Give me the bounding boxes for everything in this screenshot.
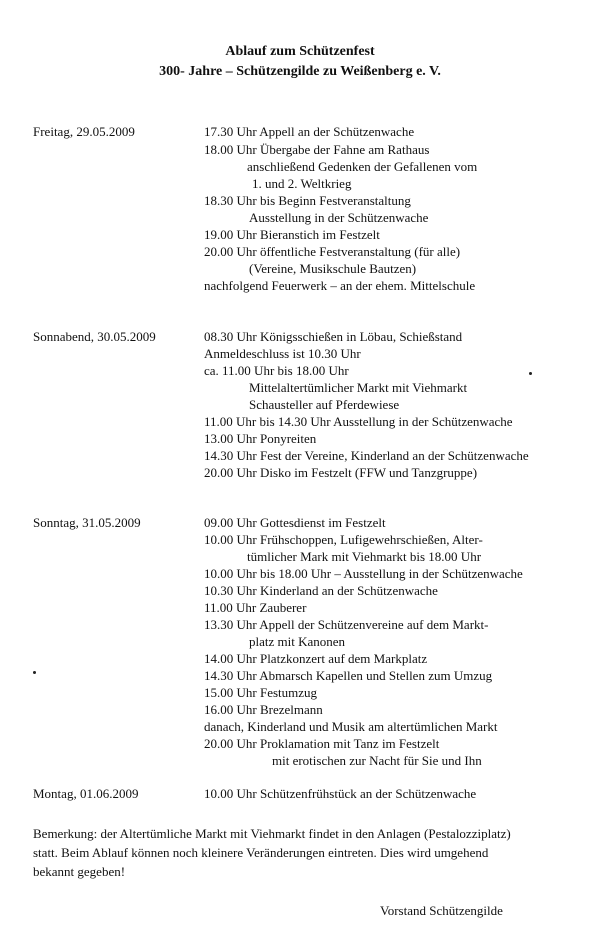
note-line: bekannt gegeben!: [33, 864, 126, 879]
schedule-line: 18.00 Uhr Übergabe der Fahne am Rathaus: [204, 142, 430, 157]
schedule-line: 17.30 Uhr Appell an der Schützenwache: [204, 124, 415, 139]
schedule-line: 20.00 Uhr Proklamation mit Tanz im Festzelt: [204, 736, 440, 751]
day-label-sunday: Sonntag, 31.05.2009: [33, 515, 141, 530]
schedule-line: nachfolgend Feuerwerk – an der ehem. Mittelschule: [204, 278, 476, 293]
schedule-line: 19.00 Uhr Bieranstich im Festzelt: [204, 227, 380, 242]
schedule-line: ca. 11.00 Uhr bis 18.00 Uhr: [204, 363, 349, 378]
schedule-line: 10.30 Uhr Kinderland an der Schützenwache: [204, 583, 438, 598]
schedule-line: 14.30 Uhr Abmarsch Kapellen und Stellen zum Umzug: [204, 668, 493, 683]
schedule-line: Schausteller auf Pferdewiese: [249, 397, 400, 412]
note-line: statt. Beim Ablauf können noch kleinere Veränderungen eintreten. Dies wird umgehend: [33, 845, 489, 860]
schedule-line: 18.30 Uhr bis Beginn Festveranstaltung: [204, 193, 411, 208]
schedule-line: anschließend Gedenken der Gefallenen vom: [247, 159, 478, 174]
schedule-line: Mittelaltertümlicher Markt mit Viehmarkt: [249, 380, 468, 395]
day-label-friday: Freitag, 29.05.2009: [33, 124, 135, 139]
day-label-monday: Montag, 01.06.2009: [33, 786, 139, 801]
scan-speck: [529, 372, 532, 375]
schedule-line: 1. und 2. Weltkrieg: [252, 176, 352, 191]
schedule-line: 14.00 Uhr Platzkonzert auf dem Markplatz: [204, 651, 428, 666]
schedule-line: (Vereine, Musikschule Bautzen): [249, 261, 417, 276]
note-line: Bemerkung: der Altertümliche Markt mit Viehmarkt findet in den Anlagen (Pestalozziplatz): [33, 826, 511, 841]
schedule-line: 08.30 Uhr Königsschießen in Löbau, Schießstand: [204, 329, 463, 344]
schedule-line: 10.00 Uhr Frühschoppen, Lufigewehrschießen, Alter-: [204, 532, 483, 547]
page-title: Ablauf zum Schützenfest: [225, 44, 375, 59]
schedule-line: danach, Kinderland und Musik am altertümlichen Markt: [204, 719, 498, 734]
schedule-line: mit erotischen zur Nacht für Sie und Ihn: [272, 753, 482, 768]
schedule-line: 13.00 Uhr Ponyreiten: [204, 431, 317, 446]
signature: Vorstand Schützengilde: [380, 903, 503, 918]
schedule-line: Ausstellung in der Schützenwache: [249, 210, 429, 225]
schedule-line: 20.00 Uhr Disko im Festzelt (FFW und Tanzgruppe): [204, 465, 478, 480]
schedule-line: Anmeldeschluss ist 10.30 Uhr: [204, 346, 361, 361]
schedule-line: 10.00 Uhr bis 18.00 Uhr – Ausstellung in der Schützenwache: [204, 566, 523, 581]
schedule-line: 11.00 Uhr bis 14.30 Uhr Ausstellung in der Schützenwache: [204, 414, 513, 429]
schedule-line: 09.00 Uhr Gottesdienst im Festzelt: [204, 515, 386, 530]
schedule-line: 13.30 Uhr Appell der Schützenvereine auf dem Markt-: [204, 617, 489, 632]
schedule-line: 10.00 Uhr Schützenfrühstück an der Schützenwache: [204, 786, 477, 801]
day-label-saturday: Sonnabend, 30.05.2009: [33, 329, 156, 344]
schedule-line: 14.30 Uhr Fest der Vereine, Kinderland an der Schützenwache: [204, 448, 529, 463]
schedule-line: 20.00 Uhr öffentliche Festveranstaltung (für alle): [204, 244, 461, 259]
schedule-line: platz mit Kanonen: [249, 634, 346, 649]
scan-speck: [33, 671, 36, 674]
schedule-line: 15.00 Uhr Festumzug: [204, 685, 318, 700]
schedule-line: 11.00 Uhr Zauberer: [204, 600, 307, 615]
schedule-line: 16.00 Uhr Brezelmann: [204, 702, 323, 717]
schedule-line: tümlicher Mark mit Viehmarkt bis 18.00 Uhr: [247, 549, 482, 564]
page-subtitle: 300- Jahre – Schützengilde zu Weißenberg e. V.: [159, 64, 441, 79]
